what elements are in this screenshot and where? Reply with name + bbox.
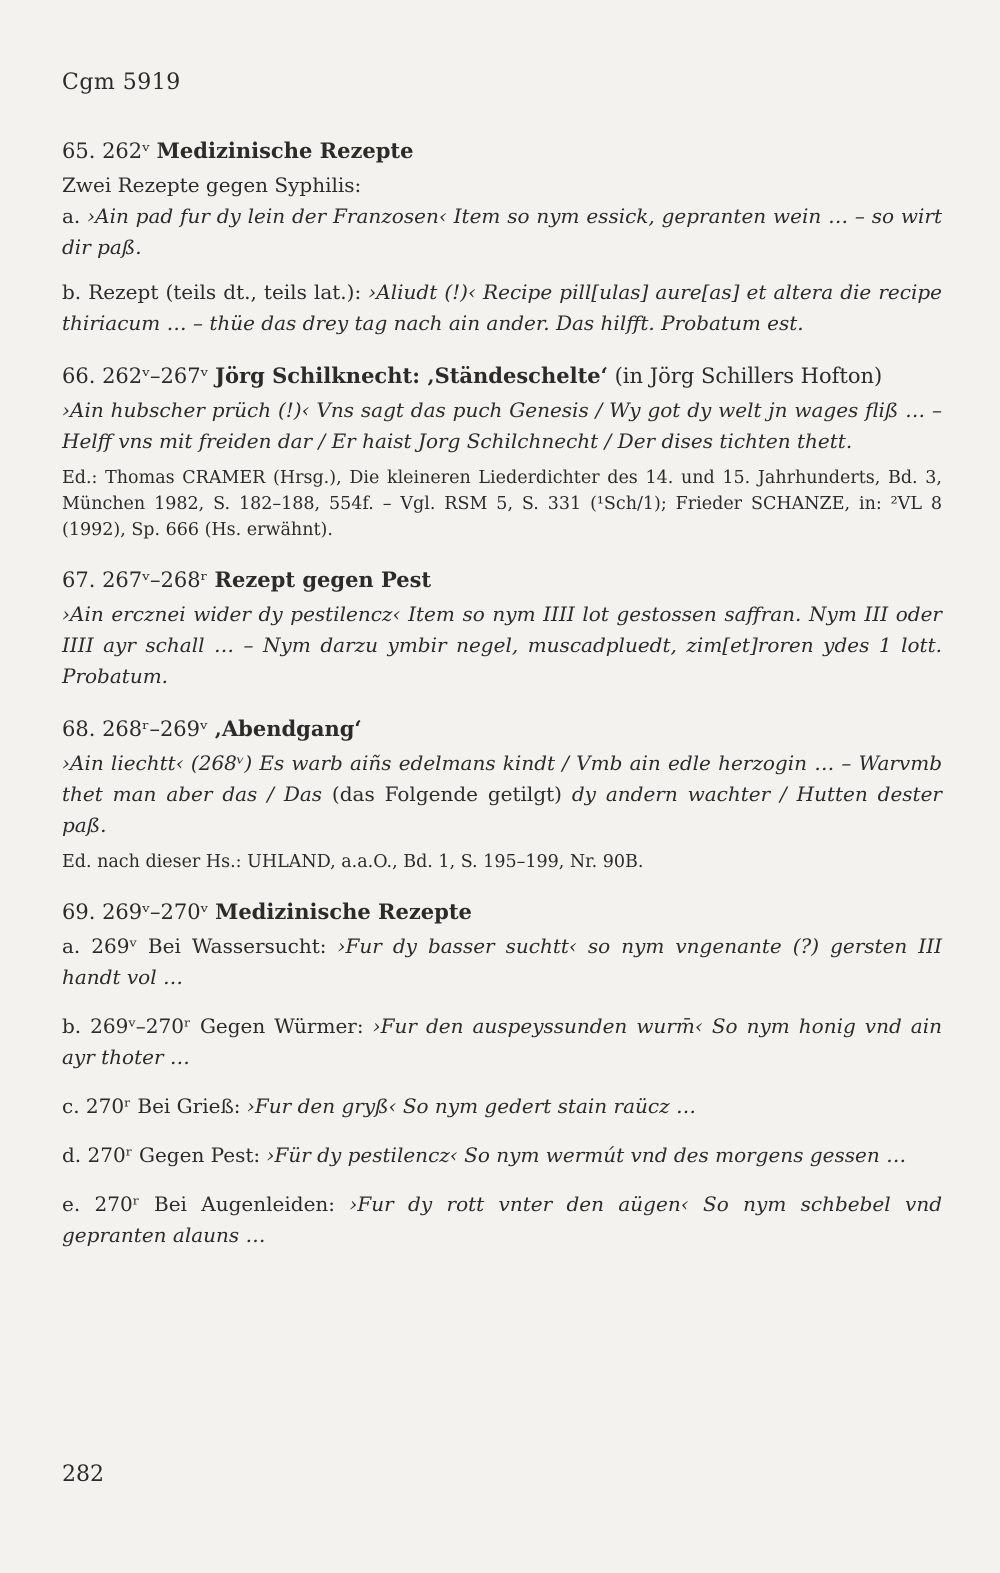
- entry-number: 65. 262ᵛ: [62, 139, 150, 163]
- entry-heading: [62, 897, 942, 927]
- entry-number: 69. 269ᵛ–270ᵛ: [62, 900, 209, 924]
- incipit-text: dy andern wachter / Hutten dester paß.: [62, 782, 942, 837]
- entry-66: [62, 361, 942, 543]
- incipit-text: ›Ain ercznei wider dy pestilencz‹ Item so nym IIII lot gestossen saffran. Nym III oder IIII ayr schall … – Nym darzu ymbir negel, muscadpluedt, zim[et]roren ydes 1 lott. Probatum.: [62, 602, 942, 688]
- entry-number: 68. 268ʳ–269ᵛ: [62, 717, 208, 741]
- recipe-b: [62, 277, 942, 339]
- incipit-text: ›Ain liechtt‹ (268ᵛ) Es warb aiñs edelmans kindt / Vmb ain edle herzogin … – Warvmb thet man aber das / Das: [62, 751, 942, 806]
- entry-68: [62, 714, 942, 875]
- editorial-note: (das Folgende getilgt): [331, 782, 562, 806]
- edition-note: Ed.: Thomas CRAMER (Hrsg.), Die kleineren Liederdichter des 14. und 15. Jahrhunderts, Bd. 3, München 1982, S. 182–188, 554f. – Vgl. RSM 5, S. 331 (¹Sch/1); Frieder SCHANZE, in: ²VL 8 (1992), Sp. 666 (Hs. erwähnt).: [62, 468, 942, 540]
- entry-number: 66. 262ᵛ–267ᵛ: [62, 364, 209, 388]
- recipe-item: [62, 1140, 942, 1171]
- recipe-label: e. 270ʳ Bei Augenleiden:: [62, 1192, 350, 1216]
- recipe-incipit: ›Aliudt (!)‹ Recipe pill[ulas] aure[as] et altera die recipe thiriacum … – thüe das drey tag nach ain ander. Das hilfft. Probatum est.: [62, 280, 942, 335]
- recipe-label: c. 270ʳ Bei Grieß:: [62, 1094, 247, 1118]
- entry-65: [62, 136, 942, 339]
- recipe-label: b. Rezept (teils dt., teils lat.):: [62, 280, 369, 304]
- entry-heading: [62, 714, 942, 744]
- edition-note: Ed. nach dieser Hs.: UHLAND, a.a.O., Bd. 1, S. 195–199, Nr. 90B.: [62, 852, 644, 872]
- catalog-entries: [62, 136, 942, 1273]
- entry-title-extra: (in Jörg Schillers Hofton): [607, 364, 883, 388]
- entry-heading: [62, 565, 942, 595]
- entry-intro: Zwei Rezepte gegen Syphilis:: [62, 173, 362, 197]
- entry-incipit: [62, 599, 942, 692]
- entry-title: Rezept gegen Pest: [214, 567, 432, 592]
- incipit-text: ›Ain hubscher prüch (!)‹ Vns sagt das puch Genesis / Wy got dy welt jn wages fliß … – Helff vns mit freiden dar / Er haist Jorg Schilchnecht / Der dises tichten thett.: [62, 398, 942, 453]
- running-header: Cgm 5919: [62, 70, 181, 95]
- recipe-label: a.: [62, 204, 88, 228]
- recipe-label: a. 269ᵛ Bei Wassersucht:: [62, 934, 338, 958]
- recipe-incipit: ›Ain pad fur dy lein der Franzosen‹ Item so nym essick, gepranten wein … – so wirt dir paß.: [62, 204, 942, 259]
- recipe-item: [62, 1011, 942, 1073]
- recipe-item: [62, 1189, 942, 1251]
- entry-67: [62, 565, 942, 692]
- entry-title: Jörg Schilknecht: ‚Ständeschelte‘: [215, 363, 608, 388]
- recipe-item: [62, 1091, 942, 1122]
- entry-title: ‚Abendgang‘: [214, 716, 362, 741]
- entry-incipit: [62, 748, 942, 841]
- entry-title: Medizinische Rezepte: [156, 138, 414, 163]
- recipe-label: b. 269ᵛ–270ʳ Gegen Würmer:: [62, 1014, 373, 1038]
- recipe-incipit: ›Fur dy basser suchtt‹ so nym vngenante (?) gersten III handt vol …: [62, 934, 943, 989]
- recipe-a: [62, 201, 942, 263]
- recipe-incipit: ›Für dy pestilencz‹ So nym wermút vnd des morgens gessen …: [266, 1143, 907, 1167]
- entry-heading: [62, 361, 942, 391]
- recipe-incipit: ›Fur den auspeyssunden wurm̄‹ So nym honig vnd ain ayr thoter …: [62, 1014, 943, 1069]
- entry-69: [62, 897, 942, 1251]
- entry-number: 67. 267ᵛ–268ʳ: [62, 568, 208, 592]
- recipe-item: [62, 931, 942, 993]
- recipe-label: d. 270ʳ Gegen Pest:: [62, 1143, 267, 1167]
- recipe-incipit: ›Fur den gryß‹ So nym gedert stain raücz …: [246, 1094, 696, 1118]
- entry-heading: [62, 136, 942, 166]
- entry-incipit: [62, 395, 942, 457]
- book-page: [62, 0, 942, 1573]
- entry-title: Medizinische Rezepte: [215, 899, 472, 924]
- page-number: 282: [62, 1462, 104, 1487]
- recipe-incipit: ›Fur dy rott vnter den aügen‹ So nym schbebel vnd gepranten alauns …: [62, 1192, 943, 1247]
